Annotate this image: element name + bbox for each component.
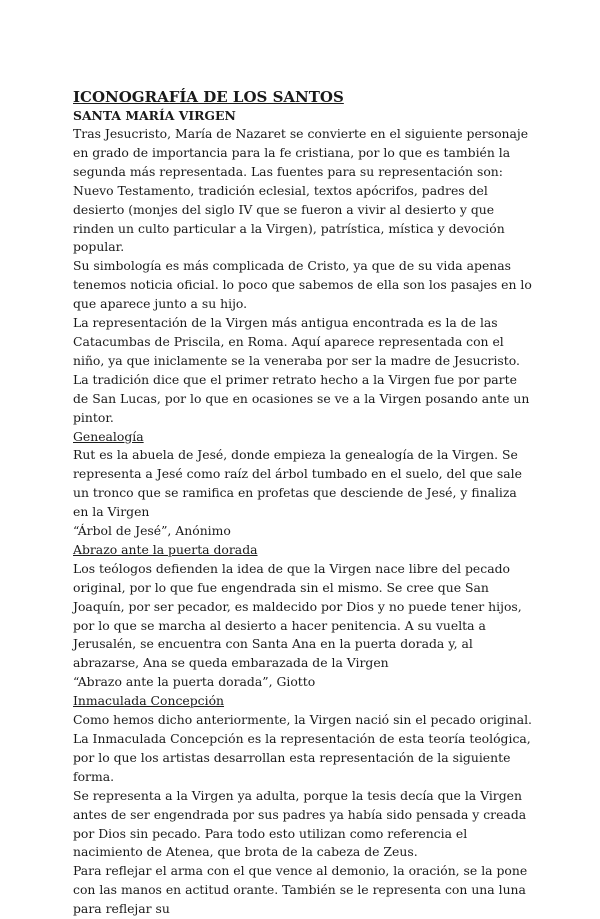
artwork-caption: “Árbol de Jesé”, Anónimo [73, 523, 231, 539]
document-page [73, 88, 533, 919]
section-heading: Genealogía [73, 428, 144, 444]
section-paragraph: Se representa a la Virgen ya adulta, porque la tesis decía que la Virgen antes de ser engendrada por sus padres ya había sido pensada y creada por Dios sin pecado. Para todo esto utilizan como referencia el nacimiento de Atenea, que brota de la cabeza de Zeus. [73, 787, 527, 860]
section-abrazo [73, 541, 533, 692]
section-inmaculada [73, 692, 533, 919]
section-paragraph: Como hemos dicho anteriormente, la Virgen nació sin el pecado original. La Inmaculada Concepción es la representación de esta teoría teológica, por lo que los artistas desarrollan esta representación de la siguiente forma. [73, 712, 532, 784]
intro-paragraph: Tras Jesucristo, María de Nazaret se convierte en el siguiente personaje en grado de importancia para la fe cristiana, por lo que es también la segunda más representada. Las fuentes para su representación son: Nuevo Testamento, tradición eclesial, textos apócrifos, padres del desierto (monjes del siglo IV que se fueron a vivir al desierto y que rinden un culto particular a la Virgen), patrística, mística y devoción popular. [73, 126, 529, 255]
section-paragraph: Rut es la abuela de Jesé, donde empieza la genealogía de la Virgen. Se representa a Jesé como raíz del árbol tumbado en el suelo, del que sale un tronco que se ramifica en profetas que desciende de Jesé, y finaliza en la Virgen [73, 447, 522, 520]
section-paragraph: Los teólogos defienden la idea de que la Virgen nace libre del pecado original, por lo que fue engendrada sin el mismo. Se cree que San Joaquín, por ser pecador, es maldecido por Dios y no puede tener hijos, por lo que se marcha al desierto a hacer penitencia. A su vuelta a Jerusalén, se encuentra con Santa Ana en la puerta dorada y, al abrazarse, Ana se queda embarazada de la Virgen [73, 560, 522, 671]
section-genealogia [73, 428, 533, 541]
document-title: ICONOGRAFÍA DE LOS SANTOS [73, 88, 344, 106]
section-heading: Abrazo ante la puerta dorada [73, 541, 258, 557]
intro-paragraph: La representación de la Virgen más antigua encontrada es la de las Catacumbas de Priscila, en Roma. Aquí aparece representada con el niño, ya que iniclamente se la veneraba por ser la madre de Jesucristo. La tradición dice que el primer retrato hecho a la Virgen fue por parte de San Lucas, por lo que en ocasiones se ve a la Virgen posando ante un pintor. [73, 315, 530, 425]
artwork-caption: “Abrazo ante la puerta dorada”, Giotto [73, 674, 316, 690]
section-paragraph: Para reflejar el arma con el que vence al demonio, la oración, se la pone con las manos en actitud orante. También se le representa con una luna para reflejar su [73, 863, 528, 917]
document-subtitle: SANTA MARÍA VIRGEN [73, 108, 236, 123]
intro-paragraph: Su simbología es más complicada de Cristo, ya que de su vida apenas tenemos noticia oficial. lo poco que sabemos de ella son los pasajes en lo que aparece junto a su hijo. [73, 258, 532, 312]
section-heading: Inmaculada Concepción [73, 693, 225, 709]
